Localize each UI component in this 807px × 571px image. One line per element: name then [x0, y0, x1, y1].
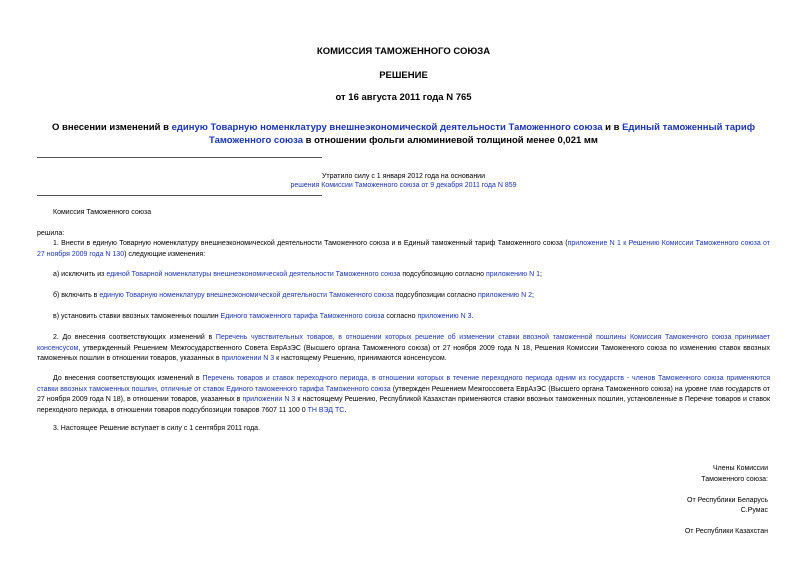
signatory-belarus: От Республики Беларусь	[687, 497, 768, 504]
members-line-2: Таможенного союза:	[701, 476, 768, 483]
link-tn-ved-a[interactable]: единой Товарной номенклатуры внешнеэкономической деятельности Таможенного союза	[106, 271, 401, 278]
paragraph-2: 2. До внесения соответствующих изменений в Перечень чувствительных товаров, в отношении которых решение об изменении ставки ввозной таможенной пошлины Комиссия Таможенного союза принимает консенсусом, утвержденный Решением Межгосударственного Совета ЕврАзЭС (Высшего органа Таможенного союза) от 27 ноября 2009 года N 18, Решения Комиссии Таможенного союза по изменению ставок ввозных таможенных пошлин в отношении товаров, указанных в приложении N 3 к настоящему Решению, принимаются консенсусом.	[37, 334, 770, 363]
divider-bottom	[37, 195, 322, 196]
link-appendix-3-p3[interactable]: приложении N 3	[242, 396, 296, 404]
doc-date: от 16 августа 2011 года N 765	[335, 92, 472, 103]
item-v: в) установить ставки ввозных таможенных пошлин Единого таможенного тарифа Таможенного союза согласно приложению N 3.	[53, 313, 474, 320]
paragraph-4: 3. Настоящее Решение вступает в силу с 1 сентября 2011 года.	[53, 425, 261, 432]
status-note-link-row	[0, 181, 807, 191]
decided: решила:	[37, 230, 65, 237]
org-heading: КОМИССИЯ ТАМОЖЕННОГО СОЮЗА	[316, 46, 491, 57]
members-line-1: Члены Комиссии	[713, 465, 768, 472]
link-appendix-1-decision-130[interactable]: приложение N 1 к Решению Комиссии Таможенного союза от 27 ноября 2009 года N 130	[37, 240, 770, 258]
item-a: а) исключить из единой Товарной номенклатуры внешнеэкономической деятельности Таможенного союза подсубпозицию согласно приложению N 1;	[53, 271, 542, 278]
link-tn-ved-ts[interactable]: ТН ВЭД ТС	[307, 406, 345, 414]
divider-top	[37, 157, 322, 158]
paragraph-1: 1. Внести в единую Товарную номенклатуру внешнеэкономической деятельности Таможенного союза и в Единый таможенный тариф Таможенного союза (приложение N 1 к Решению Комиссии Таможенного союза от 27 ноября 2009 года N 130) следующие изменения:	[37, 240, 770, 258]
link-transition-list[interactable]: Перечень товаров и ставок переходного периода, в отношении которых в течение переходного периода одним из государств - членов Таможенного союза применяются ставки ввозных таможенных пошлин, отличные от ставок Единого таможенного тарифа Таможенного союза	[37, 375, 770, 393]
paragraph-3: До внесения соответствующих изменений в Перечень товаров и ставок переходного периода, в отношении которых в течение переходного периода одним из государств - членов Таможенного союза применяются ставки ввозных таможенных пошлин, отличные от ставок Единого таможенного тарифа Таможенного союза (утвержден Решением Межгоссовета ЕврАзЭС (Высшего органа Таможенного союза) на уровне глав государств от 27 ноября 2009 года N 18), в отношении товаров, указанных в приложении N 3 к настоящему Решению, Республикой Казахстан применяются ставки ввозных таможенных пошлин, установленные в Перечне товаров и ставок переходного периода, в отношении товаров подсубпозиции товаров 7607 11 100 0 ТН ВЭД ТС.	[37, 375, 771, 414]
item-b: б) включить в единую Товарную номенклатуру внешнеэкономической деятельности Таможенного союза подсубпозиции согласно приложению N 2;	[53, 292, 534, 299]
status-note: Утратило силу с 1 января 2012 года на основании	[321, 173, 486, 180]
issuer: Комиссия Таможенного союза	[53, 209, 152, 216]
link-appendix-3-p2[interactable]: приложении N 3	[221, 355, 275, 363]
link-tn-ved[interactable]: единую Товарную номенклатуру внешнеэкономической деятельности Таможенного союза	[171, 122, 603, 133]
link-appendix-2[interactable]: приложению N 2	[477, 292, 532, 299]
doc-type-heading: РЕШЕНИЕ	[379, 70, 428, 81]
link-appendix-1[interactable]: приложению N 1	[485, 271, 540, 278]
link-repeal-decision[interactable]: решения Комиссии Таможенного союза от 9 декабря 2011 года N 859	[290, 182, 517, 189]
signatory-belarus-name: С.Румас	[740, 507, 768, 514]
link-ett-v[interactable]: Единого таможенного тарифа Таможенного союза	[220, 313, 385, 320]
doc-title: О внесении изменений в единую Товарную номенклатуру внешнеэкономической деятельности Таможенного союза и в Единый таможенный тариф Таможенного союза в отношении фольги алюминиевой толщиной менее 0,021 мм	[51, 122, 756, 146]
link-ett[interactable]: Единый таможенный тариф Таможенного союза	[209, 122, 756, 146]
signatory-kazakhstan: От Республики Казахстан	[684, 528, 768, 535]
link-sensitive-goods-list[interactable]: Перечень чувствительных товаров, в отношении которых решение об изменении ставки ввозной таможенной пошлины Комиссия Таможенного союза принимает консенсусом	[37, 334, 770, 352]
link-tn-ved-b[interactable]: единую Товарную номенклатуру внешнеэкономической деятельности Таможенного союза	[99, 292, 394, 299]
link-appendix-3[interactable]: приложению N 3	[417, 313, 472, 320]
